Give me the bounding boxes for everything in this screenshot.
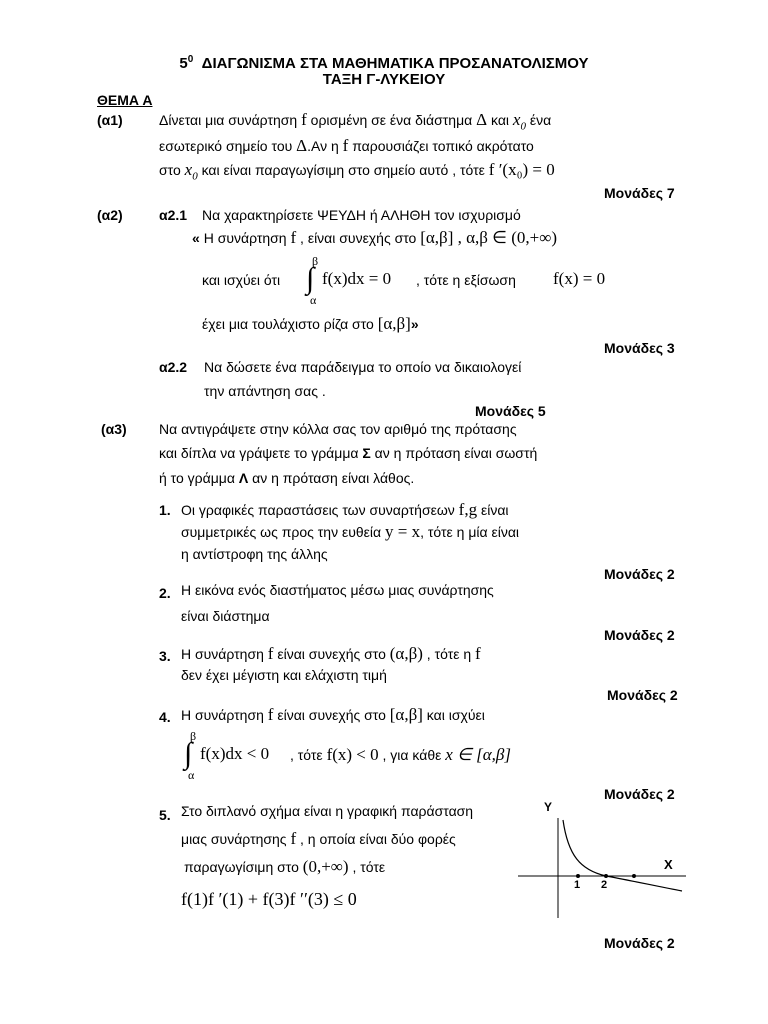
a2-1-marks: Μονάδες 3 xyxy=(604,340,675,356)
y-axis-label: Y xyxy=(544,800,553,814)
a2-integral-expr: f(x)dx = 0 xyxy=(322,269,392,288)
item1-line1: Οι γραφικές παραστάσεις των συναρτήσεων f,g είναι xyxy=(181,500,509,519)
item4-integral-expr: f(x)dx < 0 xyxy=(200,744,270,763)
item2-line2: είναι διάστημα xyxy=(181,608,270,624)
item5-line1: Στο διπλανό σχήμα είναι η γραφική παράσταση xyxy=(181,803,474,819)
item4-line2: , τότε f(x) < 0 , για κάθε x ∈ [α,β] xyxy=(290,745,511,764)
a2-integral-lower: α xyxy=(310,293,317,307)
item4-integral-upper: β xyxy=(190,729,197,743)
item3-num: 3. xyxy=(159,648,171,664)
page-subtitle: ΤΑΞΗ Γ-ΛΥΚΕΙΟΥ xyxy=(322,71,446,88)
tick-point-3 xyxy=(632,874,636,878)
item5-marks: Μονάδες 2 xyxy=(604,935,675,951)
item4-num: 4. xyxy=(159,709,171,725)
item1-line2: συμμετρικές ως προς την ευθεία y = x, τότε η μία είναι xyxy=(181,522,520,541)
a2-1-label: α2.1 xyxy=(159,207,188,223)
item5-line3: παραγωγίσιμη στο (0,+∞) , τότε xyxy=(184,857,386,876)
a1-marks: Μονάδες 7 xyxy=(604,185,675,201)
item4-line1: Η συνάρτηση f είναι συνεχής στο [α,β] και ισχύει xyxy=(181,705,485,724)
item4-integral-lower: α xyxy=(188,768,195,782)
item4-marks: Μονάδες 2 xyxy=(604,786,675,802)
item1-num: 1. xyxy=(159,502,171,518)
item2-marks: Μονάδες 2 xyxy=(604,627,675,643)
item5-line2: μιας συνάρτησης f , η οποία είναι δύο φορές xyxy=(181,829,456,848)
tick-label-1: 1 xyxy=(574,879,581,891)
a2-1-line1: Να χαρακτηρίσετε ΨΕΥΔΗ ή ΑΛΗΘΗ τον ισχυρισμό xyxy=(202,207,521,223)
a1-label: (α1) xyxy=(97,112,123,128)
a2-label: (α2) xyxy=(97,207,123,223)
a2-1-line3-mid: , τότε η εξίσωση xyxy=(416,272,516,288)
a3-label: (α3) xyxy=(101,421,127,437)
item2-num: 2. xyxy=(159,585,171,601)
a2-1-line3-start: και ισχύει ότι xyxy=(202,272,281,288)
tick-label-2: 2 xyxy=(601,879,608,891)
function-curve xyxy=(563,820,682,891)
a2-1-line2: « Η συνάρτηση f , είναι συνεχής στο [α,β] , α,β ∈ (0,+∞) xyxy=(192,228,558,247)
item3-line1: Η συνάρτηση f είναι συνεχής στο (α,β) , τότε η f xyxy=(181,644,481,663)
a1-line2: εσωτερικό σημείο του Δ.Αν η f παρουσιάζει τοπικό ακρότατο xyxy=(159,136,534,155)
a2-2-label: α2.2 xyxy=(159,359,188,375)
a2-2-line1: Να δώσετε ένα παράδειγμα το οποίο να δικαιολογεί xyxy=(204,359,522,375)
a2-integral-sign: ∫ xyxy=(306,262,315,295)
a3-intro3: ή το γράμμα Λ αν η πρόταση είναι λάθος. xyxy=(159,470,415,486)
a3-intro2: και δίπλα να γράψετε το γράμμα Σ αν η πρόταση είναι σωστή xyxy=(159,445,538,461)
theme-heading: ΘΕΜΑ Α xyxy=(97,92,153,108)
a2-integral-upper: β xyxy=(312,254,319,268)
item5-num: 5. xyxy=(159,807,171,823)
item3-marks: Μονάδες 2 xyxy=(607,687,678,703)
a3-intro1: Να αντιγράψετε στην κόλλα σας τον αριθμό της πρότασης xyxy=(159,421,517,437)
item3-line2: δεν έχει μέγιστη και ελάχιστη τιμή xyxy=(181,667,387,683)
tick-point-2 xyxy=(604,874,608,878)
item5-formula: f(1)f ′(1) + f(3)f ′′(3) ≤ 0 xyxy=(181,889,357,909)
tick-point-1 xyxy=(576,874,580,878)
a2-equation: f(x) = 0 xyxy=(553,269,606,288)
x-axis-label: X xyxy=(664,857,673,872)
page-title: $5^0$ ΔΙΑΓΩΝΙΣΜΑ ΣΤΑ ΜΑΘΗΜΑΤΙΚΑ ΠΡΟΣΑΝΑΤΟΛΙΣΜΟΥ xyxy=(179,54,589,72)
a1-line1: Δίνεται μια συνάρτηση f ορισμένη σε ένα διάστημα Δ και $x_0$ ένα xyxy=(159,110,552,133)
a2-1-line4: έχει μια τουλάχιστο ρίζα στο [α,β]» xyxy=(202,314,419,333)
item4-integral-sign: ∫ xyxy=(184,737,193,770)
a2-2-marks: Μονάδες 5 xyxy=(475,403,546,419)
a1-line3: στο $x_0$ και είναι παραγωγίσιμη στο σημείο αυτό , τότε f ′(x₀) = 0 xyxy=(159,160,555,183)
a2-2-line2: την απάντηση σας . xyxy=(204,383,326,399)
item2-line1: Η εικόνα ενός διαστήματος μέσω μιας συνάρτησης xyxy=(181,582,494,598)
item1-line3: η αντίστροφη της άλλης xyxy=(181,546,328,562)
item1-marks: Μονάδες 2 xyxy=(604,566,675,582)
